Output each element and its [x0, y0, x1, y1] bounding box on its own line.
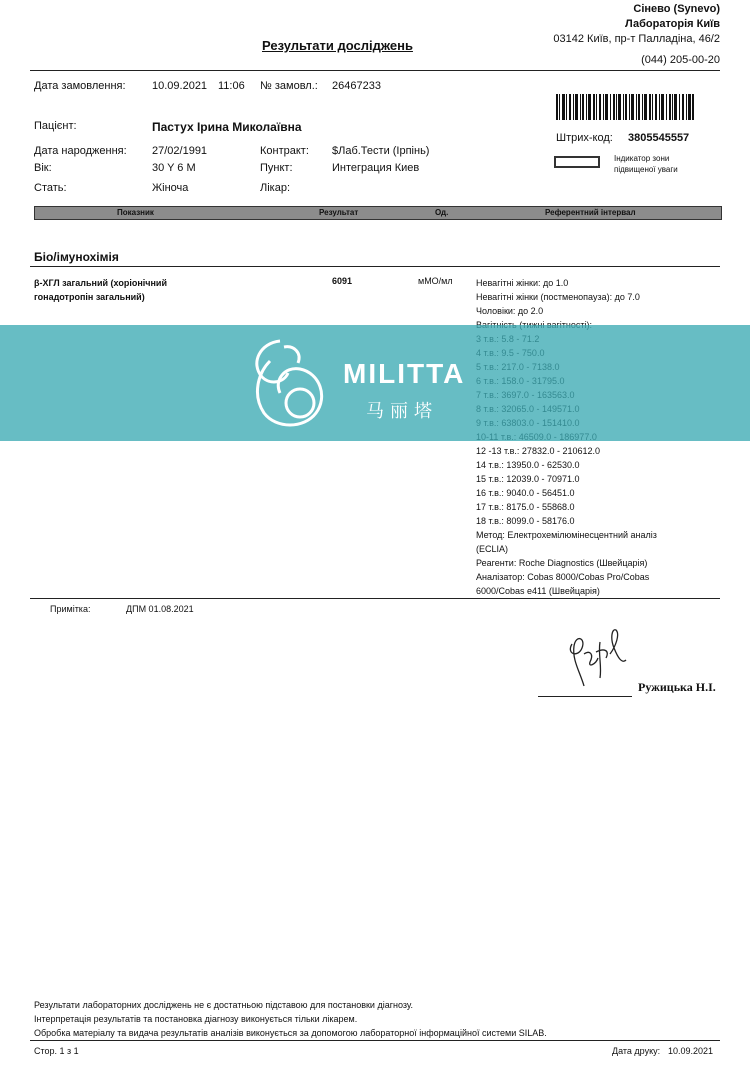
dob-value: 27/02/1991	[152, 145, 208, 157]
point-label: Пункт:	[260, 162, 293, 174]
results-table-header	[34, 206, 722, 220]
lab-branch: Лабораторія Київ	[624, 18, 720, 30]
test-name	[34, 276, 167, 304]
note-value: ДПМ 01.08.2021	[126, 604, 194, 614]
ref-line: 18 т.в.: 8099.0 - 58176.0	[476, 516, 575, 526]
print-date-label: Дата друку:	[612, 1046, 661, 1056]
page-number: Стор. 1 з 1	[34, 1046, 79, 1056]
ref-line: Невагітні жінки: до 1.0	[476, 278, 569, 288]
ref-line: 12 -13 т.в.: 27832.0 - 210612.0	[476, 446, 600, 456]
order-number-label: № замовл.:	[260, 80, 318, 92]
militta-logo-icon	[240, 333, 332, 433]
lab-phone: (044) 205-00-20	[641, 54, 720, 66]
sex-value: Жіноча	[152, 182, 189, 194]
footer-divider	[30, 1040, 720, 1041]
age-label: Вік:	[34, 162, 52, 174]
col-unit: Од.	[435, 208, 449, 217]
indicator-line-1: Індикатор зони	[614, 154, 670, 163]
test-name-line-2: гонадотропін загальний)	[34, 292, 145, 302]
col-indicator: Показник	[117, 208, 154, 217]
order-date-label: Дата замовлення:	[34, 80, 126, 92]
disclaimer-line-1: Результати лабораторних досліджень не є достатньою підставою для постановки діагнозу.	[34, 1000, 413, 1010]
disclaimer-line-3: Обробка матеріалу та видача результатів аналізів виконується за допомогою лабораторної інформаційної системи SILAB.	[34, 1028, 547, 1038]
ref-line: Метод: Електрохемілюмінесцентний аналіз	[476, 530, 657, 540]
page-title: Результати досліджень	[262, 38, 413, 53]
ref-line: 16 т.в.: 9040.0 - 56451.0	[476, 488, 575, 498]
ref-line: 15 т.в.: 12039.0 - 70971.0	[476, 474, 580, 484]
col-reference: Референтний інтервал	[545, 208, 636, 217]
disclaimer-line-2: Інтерпретація результатів та постановка діагнозу виконується тільки лікарем.	[34, 1014, 358, 1024]
col-result: Результат	[319, 208, 359, 217]
section-divider	[30, 266, 720, 267]
attention-indicator-box	[554, 156, 600, 168]
print-date-value: 10.09.2021	[668, 1046, 714, 1056]
attention-indicator-text	[614, 153, 704, 175]
barcode-value: 3805545557	[628, 132, 690, 144]
test-result: 6091	[332, 276, 353, 286]
order-time-value: 11:06	[218, 80, 245, 92]
order-number-value: 26467233	[332, 80, 381, 92]
section-title: Біо/імунохімія	[34, 250, 119, 264]
indicator-line-2: підвищеної уваги	[614, 165, 678, 174]
age-value: 30 Y 6 M	[152, 162, 196, 174]
barcode-image	[556, 94, 694, 120]
header-divider	[30, 70, 720, 71]
signer-name: Ружицька Н.І.	[638, 680, 716, 694]
watermark-subtitle: 马丽塔	[366, 401, 438, 421]
barcode-bars	[556, 94, 694, 120]
doctor-label: Лікар:	[260, 182, 291, 194]
barcode-label: Штрих-код:	[556, 132, 613, 144]
patient-name-label: Пацієнт:	[34, 120, 77, 132]
ref-line: Чоловіки: до 2.0	[476, 306, 544, 316]
watermark-name: MILITTA	[343, 358, 466, 389]
lab-name: Сінево (Synevo)	[633, 3, 720, 15]
contract-label: Контракт:	[260, 145, 309, 157]
lab-info	[553, 2, 720, 68]
ref-line: 14 т.в.: 13950.0 - 62530.0	[476, 460, 580, 470]
order-date-value: 10.09.2021	[152, 80, 208, 92]
ref-line: 17 т.в.: 8175.0 - 55868.0	[476, 502, 575, 512]
ref-line: (ECLIA)	[476, 544, 509, 554]
signature-line	[538, 696, 632, 697]
lab-address: 03142 Київ, пр-т Палладіна, 46/2	[553, 33, 720, 45]
ref-line: 6000/Cobas e411 (Швейцарія)	[476, 586, 600, 596]
test-name-line-1: β-ХГЛ загальний (хоріонічний	[34, 278, 167, 288]
test-unit: мМО/мл	[418, 276, 453, 286]
note-label: Примітка:	[50, 604, 91, 614]
sex-label: Стать:	[34, 182, 67, 194]
contract-value: $Лаб.Тести (Ірпінь)	[332, 145, 430, 157]
ref-line: Аналізатор: Cobas 8000/Cobas Pro/Cobas	[476, 572, 650, 582]
note-divider	[30, 598, 720, 599]
point-value: Интеграция Киев	[332, 162, 420, 174]
signature-image	[560, 624, 650, 694]
dob-label: Дата народження:	[34, 145, 127, 157]
ref-line: Невагітні жінки (постменопауза): до 7.0	[476, 292, 640, 302]
ref-line: Реагенти: Roche Diagnostics (Швейцарія)	[476, 558, 648, 568]
patient-name-value: Пастух Ірина Миколаївна	[152, 120, 302, 134]
